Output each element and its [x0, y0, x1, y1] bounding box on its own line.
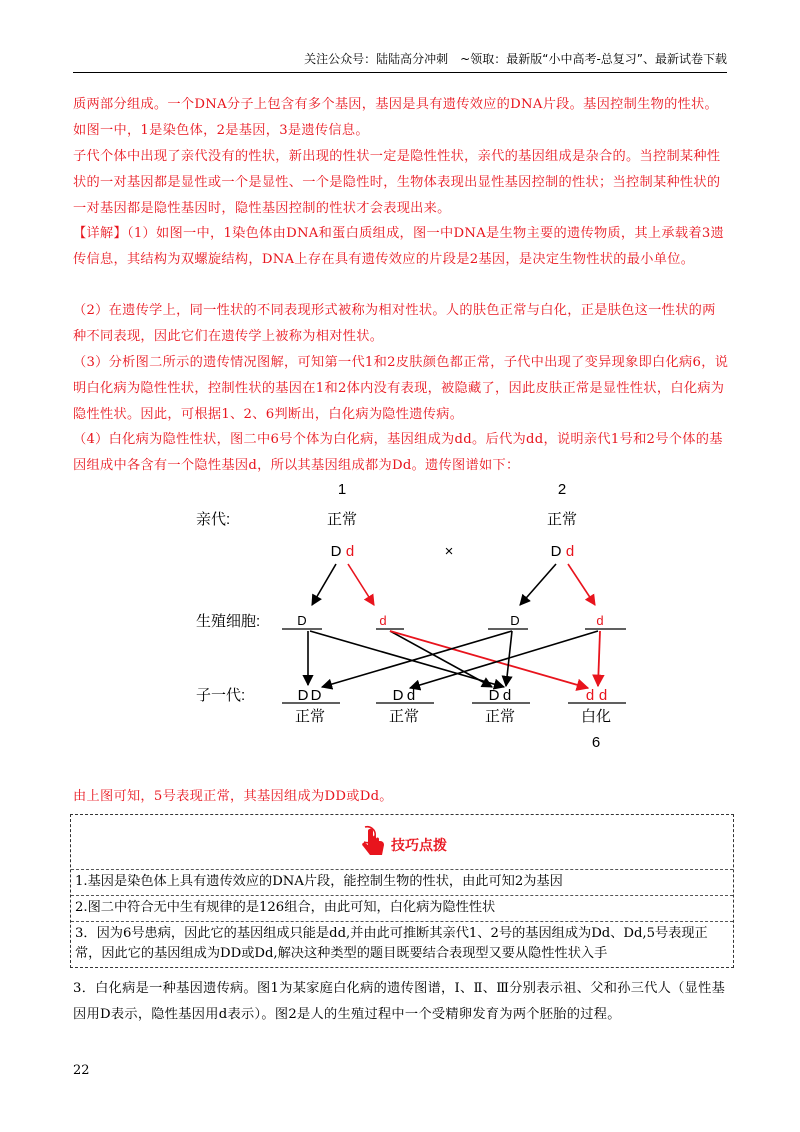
- row-label-gametes: 生殖细胞:: [196, 613, 261, 630]
- detail-1-text: （1）如图一中，1染色体由DNA和蛋白质组成，图一中DNA是生物主要的遗传物质，其上承载着3遗传信息，其结构为双螺旋结构，DNA上存在具有遗传效应的片段是2基因，是决定生物性状的最小单位。: [73, 226, 725, 267]
- intro-paragraph: 质两部分组成。一个DNA分子上包含有多个基因，基因是具有遗传效应的DNA片段。基因控制生物的性状。如图一中，1是染色体，2是基因，3是遗传信息。: [73, 97, 719, 138]
- hand-pointer-icon: [355, 821, 389, 861]
- tip-divider: [71, 895, 733, 896]
- question-3: 3．白化病是一种基因遗传病。图1为某家庭白化病的遗传图谱，Ⅰ、Ⅱ、Ⅲ分别表示祖、父和孙三代人（显性基因用D表示，隐性基因用d表示）。图2是人的生殖过程中一个受精卵发育为两个胚胎的过程。: [73, 981, 726, 1022]
- row-label-children: 子一代:: [196, 687, 246, 704]
- child-2-allele-2: d: [406, 687, 416, 704]
- page-header: 关注公众号：陆陆高分冲刺 ~领取：最新版“小中高考-总复习”、最新试卷下载: [304, 52, 727, 66]
- cross-symbol: ×: [444, 543, 454, 560]
- tip-item-1: 1.基因是染色体上具有遗传效应的DNA片段，能控制生物的性状，由此可知2为基因: [75, 874, 563, 889]
- child-4-allele-2: d: [598, 687, 608, 704]
- header-divider: [73, 72, 727, 73]
- gamete-4: d: [596, 613, 604, 628]
- tip-divider: [71, 921, 733, 922]
- conclusion-paragraph: 由上图可知，5号表现正常，其基因组成为DD或Dd。: [73, 789, 393, 804]
- parent-2-phenotype: 正常: [546, 511, 578, 528]
- inheritance-diagram: [190, 478, 650, 758]
- detail-paragraph-1: [73, 221, 729, 273]
- child-3-phenotype: 正常: [484, 708, 516, 725]
- parent-1-allele-dominant: D: [330, 543, 342, 560]
- tip-title: 技巧点拨: [391, 838, 447, 854]
- detail-paragraph-2: （2）在遗传学上，同一性状的不同表现形式被称为相对性状。人的肤色正常与白化，正是肤色这一性状的两种不同表现，因此它们在遗传学上被称为相对性状。: [73, 303, 716, 344]
- child-1-allele-1: D: [297, 687, 309, 704]
- child-2-allele-1: D: [392, 687, 404, 704]
- parent-2-allele-dominant: D: [550, 543, 562, 560]
- page-number: 22: [73, 1063, 90, 1078]
- detail-tag: 【详解】: [73, 226, 127, 241]
- child-3-allele-1: D: [488, 687, 500, 704]
- parent-number-1: 1: [337, 481, 347, 498]
- tip-title-wrap: [361, 821, 481, 861]
- tip-item-2: 2.图二中符合无中生有规律的是126组合，由此可知，白化病为隐性性状: [75, 900, 496, 915]
- tip-item-3: 3．因为6号患病，因此它的基因组成只能是dd,并由此可推断其亲代1、2号的基因组成为Dd、Dd,5号表现正常，因此它的基因组成为DD或Dd,解决这种类型的题目既要结合表现型又要从隐性性状入手: [75, 926, 708, 961]
- tip-box: [70, 814, 734, 968]
- detail-paragraph-4: （4）白化病为隐性性状，图二中6号个体为白化病，基因组成为dd。后代为dd，说明亲代1号和2号个体的基因组成中各含有一个隐性基因d，所以其基因组成都为Dd。遗传图谱如下：: [73, 432, 723, 473]
- offspring-paragraph: 子代个体中出现了亲代没有的性状，新出现的性状一定是隐性性状，亲代的基因组成是杂合的。当控制某种性状的一对基因都是显性或一个是显性、一个是隐性时，生物体表现出显性基因控制的性状；当控制某种性状的一对基因都是隐性基因时，隐性基因控制的性状才会表现出来。: [73, 149, 721, 216]
- gamete-3: D: [510, 613, 520, 628]
- parent-1-allele-recessive: d: [345, 543, 355, 560]
- parent-1-phenotype: 正常: [326, 511, 358, 528]
- parent-number-2: 2: [557, 481, 567, 498]
- row-label-parents: 亲代:: [196, 511, 231, 528]
- albino-child-number: 6: [591, 734, 601, 751]
- detail-paragraph-3: （3）分析图二所示的遗传情况图解，可知第一代1和2皮肤颜色都正常，子代中出现了变异现象即白化病6，说明白化病为隐性性状，控制性状的基因在1和2体内没有表现，被隐藏了，因此皮肤正常是显性性状，白化病为隐性性状。因此，可根据1、2、6判断出，白化病为隐性遗传病。: [73, 355, 729, 422]
- child-4-allele-1: d: [585, 687, 595, 704]
- parent-2-allele-recessive: d: [565, 543, 575, 560]
- child-2-phenotype: 正常: [388, 708, 420, 725]
- child-4-phenotype: 白化: [580, 708, 612, 725]
- child-3-allele-2: d: [502, 687, 512, 704]
- child-1-phenotype: 正常: [294, 708, 326, 725]
- tip-divider: [71, 869, 733, 870]
- child-1-allele-2: D: [310, 687, 322, 704]
- gamete-2: d: [379, 613, 387, 628]
- gamete-1: D: [297, 613, 307, 628]
